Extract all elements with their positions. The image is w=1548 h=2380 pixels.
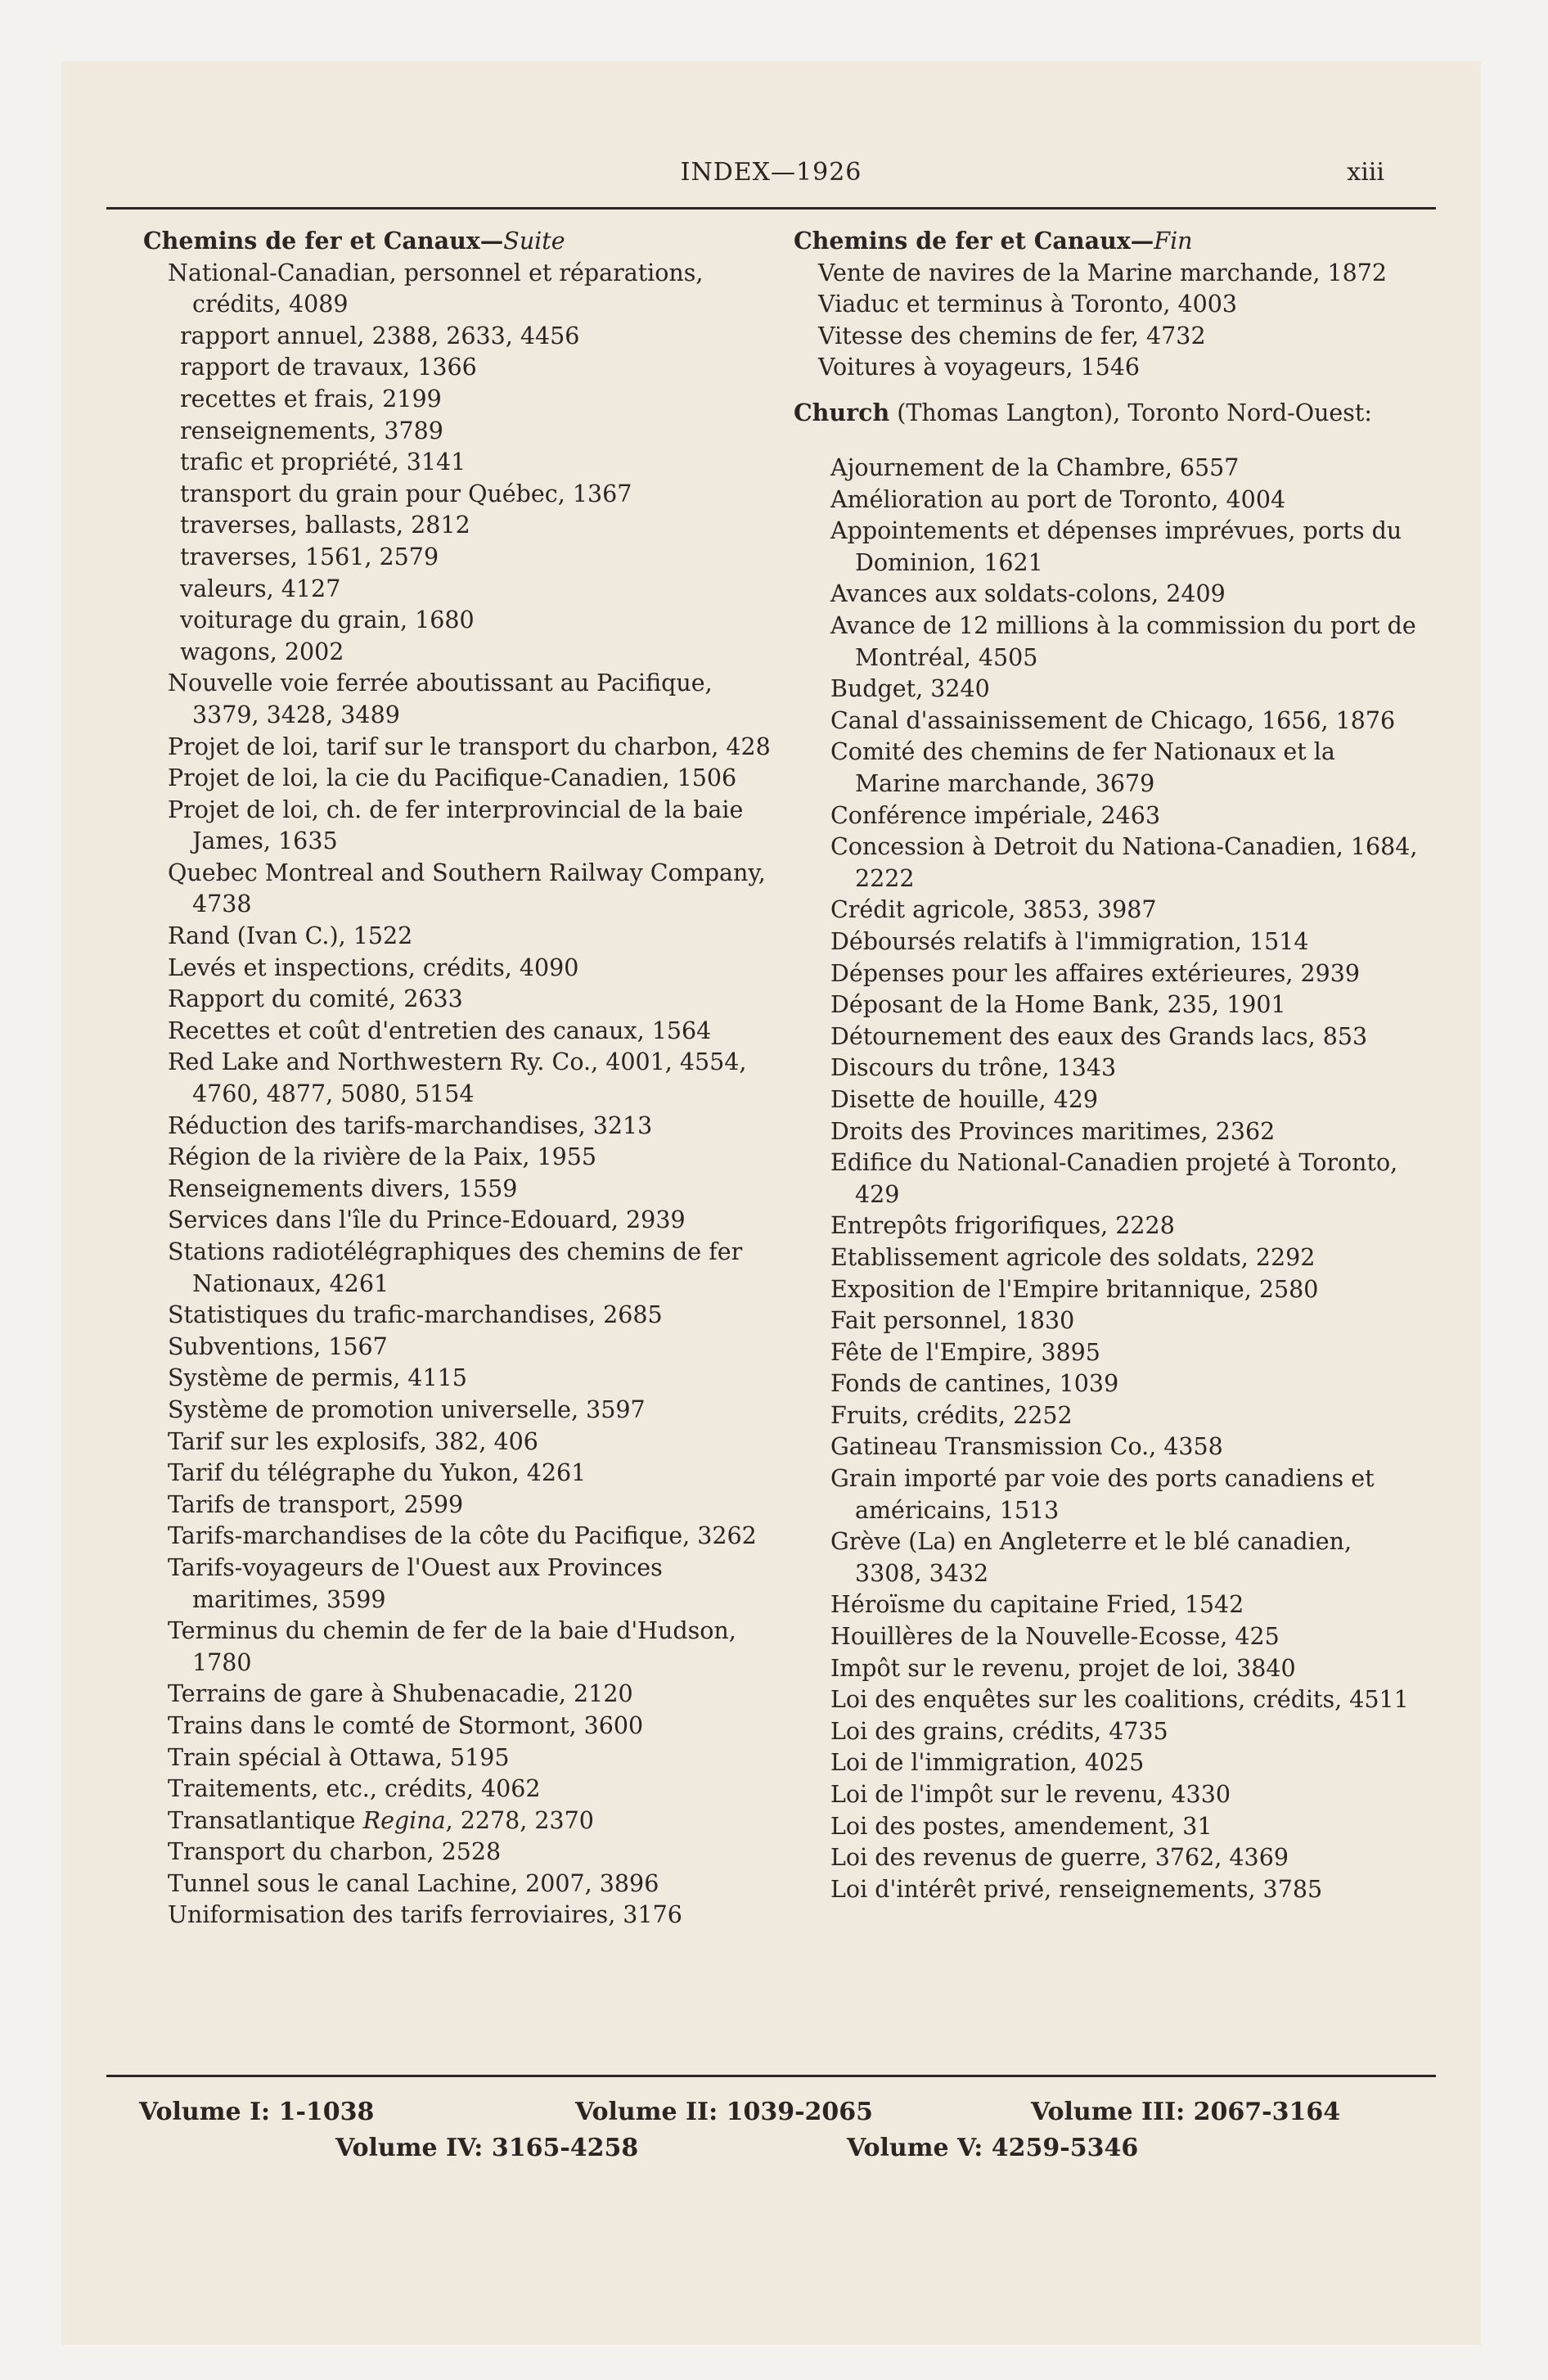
index-entry: Terminus du chemin de fer de la baie d'Hudson, 1780 — [168, 1617, 736, 1676]
index-entry: trafic et propriété, 3141 — [180, 449, 466, 476]
volume-4-range: Volume IV: 3165-4258 — [335, 2134, 639, 2162]
index-entry: Avances aux soldats-colons, 2409 — [830, 580, 1226, 608]
index-entry: Grève (La) en Angleterre et le blé canadien, 3308, 3432 — [830, 1528, 1352, 1587]
index-entry: Système de promotion universelle, 3597 — [168, 1395, 646, 1423]
index-entry: Amélioration au port de Toronto, 4004 — [830, 485, 1286, 513]
index-entry: Fonds de cantines, 1039 — [830, 1370, 1119, 1398]
page-number: xiii — [1347, 158, 1384, 187]
index-entry: Droits des Provinces maritimes, 2362 — [830, 1117, 1276, 1145]
index-entry: Train spécial à Ottawa, 5195 — [168, 1743, 510, 1771]
index-entry: Tarif du télégraphe du Yukon, 4261 — [168, 1459, 587, 1487]
index-entry: Région de la rivière de la Paix, 1955 — [168, 1143, 597, 1171]
index-entry: Concession à Detroit du Nationa-Canadien, 1684, 2222 — [830, 833, 1418, 892]
index-entry: Loi des revenus de guerre, 3762, 4369 — [830, 1844, 1289, 1872]
right-column — [794, 225, 1424, 1905]
index-entry: Transport du charbon, 2528 — [168, 1838, 502, 1866]
index-entry: Avance de 12 millions à la commission du port de Montréal, 4505 — [830, 612, 1416, 671]
index-entry: Fruits, crédits, 2252 — [830, 1401, 1073, 1429]
index-entry: Budget, 3240 — [830, 675, 990, 703]
index-entry: Renseignements divers, 1559 — [168, 1174, 518, 1202]
footer-rule — [106, 2075, 1436, 2077]
index-entry: transport du grain pour Québec, 1367 — [180, 480, 632, 507]
index-entry: Ajournement de la Chambre, 6557 — [830, 454, 1240, 482]
index-entry: Impôt sur le revenu, projet de loi, 3840 — [830, 1654, 1296, 1682]
page-title: INDEX—1926 — [680, 158, 862, 187]
index-entry: Vente de navires de la Marine marchande, 1872 — [818, 259, 1388, 286]
volume-2-range: Volume II: 1039-2065 — [575, 2098, 874, 2126]
index-entry: Tarifs-voyageurs de l'Ouest aux Provinces maritimes, 3599 — [168, 1553, 663, 1613]
index-entry: Disette de houille, 429 — [830, 1085, 1099, 1113]
index-entry: Loi de l'immigration, 4025 — [830, 1749, 1145, 1777]
index-entry: Quebec Montreal and Southern Railway Company, 4738 — [168, 859, 766, 918]
index-entry: traverses, 1561, 2579 — [180, 543, 439, 570]
index-entry: Déboursés relatifs à l'immigration, 1514 — [830, 927, 1309, 955]
index-entry: Services dans l'île du Prince-Edouard, 2939 — [168, 1206, 686, 1234]
index-entry: Loi de l'impôt sur le revenu, 4330 — [830, 1781, 1231, 1808]
index-entry: renseignements, 3789 — [180, 417, 443, 444]
index-entry: Loi des grains, crédits, 4735 — [830, 1717, 1168, 1745]
member-heading: Church (Thomas Langton), Toronto Nord-Ouest: — [794, 398, 1372, 426]
index-page — [61, 61, 1481, 2345]
index-entry: Loi des enquêtes sur les coalitions, crédits, 4511 — [830, 1686, 1409, 1714]
index-entry: National-Canadian, personnel et réparations, crédits, 4089 — [168, 259, 704, 318]
index-entry: Projet de loi, tarif sur le transport du charbon, 428 — [168, 732, 771, 760]
index-entry: rapport annuel, 2388, 2633, 4456 — [180, 322, 580, 349]
index-entry: Canal d'assainissement de Chicago, 1656, 1876 — [830, 706, 1396, 734]
index-entry: Etablissement agricole des soldats, 2292 — [830, 1243, 1316, 1271]
index-entry: Loi des postes, amendement, 31 — [830, 1812, 1213, 1840]
index-entry: voiturage du grain, 1680 — [180, 606, 475, 634]
index-entry: Stations radiotélégraphiques des chemins de fer Nationaux, 4261 — [168, 1238, 743, 1297]
index-entry: Déposant de la Home Bank, 235, 1901 — [830, 991, 1286, 1019]
section-heading: Chemins de fer et Canaux—Fin — [794, 227, 1193, 255]
index-entry: Tunnel sous le canal Lachine, 2007, 3896 — [168, 1869, 659, 1897]
index-entry: Viaduc et terminus à Toronto, 4003 — [818, 291, 1238, 318]
index-entry: Rand (Ivan C.), 1522 — [168, 922, 413, 950]
index-entry: Entrepôts frigorifiques, 2228 — [830, 1212, 1175, 1240]
index-entry: Discours du trône, 1343 — [830, 1054, 1117, 1082]
index-entry: Trains dans le comté de Stormont, 3600 — [168, 1711, 644, 1739]
index-entry: Appointements et dépenses imprévues, ports du Dominion, 1621 — [830, 517, 1402, 576]
index-entry: Red Lake and Northwestern Ry. Co., 4001, 4554, 4760, 4877, 5080, 5154 — [168, 1048, 747, 1108]
index-entry: Comité des chemins de fer Nationaux et la Marine marchande, 3679 — [830, 738, 1335, 797]
index-entry: valeurs, 4127 — [180, 575, 341, 602]
index-entry: Gatineau Transmission Co., 4358 — [830, 1433, 1223, 1461]
index-entry: Uniformisation des tarifs ferroviaires, 3176 — [168, 1901, 682, 1929]
section-heading: Chemins de fer et Canaux—Suite — [143, 227, 565, 255]
index-entry: Tarifs-marchandises de la côte du Pacifique, 3262 — [168, 1522, 757, 1550]
index-entry: Edifice du National-Canadien projeté à Toronto, 429 — [830, 1149, 1398, 1208]
index-entry: wagons, 2002 — [180, 638, 344, 665]
left-entries-list — [143, 258, 773, 1931]
index-entry: Réduction des tarifs-marchandises, 3213 — [168, 1111, 653, 1139]
index-entry: Loi d'intérêt privé, renseignements, 3785 — [830, 1875, 1323, 1903]
running-head — [61, 151, 1481, 192]
index-entry: Détournement des eaux des Grands lacs, 853 — [830, 1022, 1368, 1050]
index-entry: Subventions, 1567 — [168, 1332, 388, 1360]
index-entry: Projet de loi, la cie du Pacifique-Canadien, 1506 — [168, 764, 737, 792]
index-entry: Fait personnel, 1830 — [830, 1307, 1075, 1335]
index-entry: Statistiques du trafic-marchandises, 2685 — [168, 1301, 663, 1329]
index-entry: Rapport du comité, 2633 — [168, 985, 463, 1013]
header-rule — [106, 207, 1436, 210]
index-entry: Tarif sur les explosifs, 382, 406 — [168, 1427, 538, 1455]
index-entry: Exposition de l'Empire britannique, 2580 — [830, 1275, 1319, 1303]
index-entry: Houillères de la Nouvelle-Ecosse, 425 — [830, 1623, 1280, 1651]
index-entry: Vitesse des chemins de fer, 4732 — [818, 322, 1206, 349]
index-entry: Recettes et coût d'entretien des canaux, 1564 — [168, 1016, 712, 1044]
index-entry: Système de permis, 4115 — [168, 1364, 467, 1392]
index-entry: Nouvelle voie ferrée aboutissant au Pacifique, 3379, 3428, 3489 — [168, 669, 713, 728]
index-entry: Dépenses pour les affaires extérieures, 2939 — [830, 959, 1360, 987]
volume-5-range: Volume V: 4259-5346 — [847, 2134, 1139, 2162]
index-entry: Grain importé par voie des ports canadiens et américains, 1513 — [830, 1465, 1375, 1524]
member-entries-list — [794, 453, 1424, 1905]
index-entry: Levés et inspections, crédits, 4090 — [168, 953, 579, 981]
index-entry: rapport de travaux, 1366 — [180, 354, 477, 381]
index-entry: Terrains de gare à Shubenacadie, 2120 — [168, 1680, 633, 1708]
volume-1-range: Volume I: 1-1038 — [139, 2098, 375, 2126]
index-entry: Transatlantique Regina, 2278, 2370 — [168, 1806, 594, 1834]
left-column — [143, 225, 773, 1931]
index-entry: Fête de l'Empire, 3895 — [830, 1338, 1100, 1366]
index-entry: Tarifs de transport, 2599 — [168, 1490, 464, 1518]
index-entry: Voitures à voyageurs, 1546 — [818, 354, 1140, 381]
right-entries-list — [794, 258, 1424, 384]
volume-3-range: Volume III: 2067-3164 — [1031, 2098, 1341, 2126]
index-entry: Projet de loi, ch. de fer interprovincial de la baie James, 1635 — [168, 796, 744, 855]
index-entry: traverses, ballasts, 2812 — [180, 512, 470, 539]
index-entry: Crédit agricole, 3853, 3987 — [830, 896, 1157, 924]
index-entry: Héroïsme du capitaine Fried, 1542 — [830, 1591, 1244, 1619]
index-entry: Traitements, etc., crédits, 4062 — [168, 1775, 541, 1803]
index-entry: recettes et frais, 2199 — [180, 385, 442, 412]
index-entry: Conférence impériale, 2463 — [830, 801, 1161, 829]
